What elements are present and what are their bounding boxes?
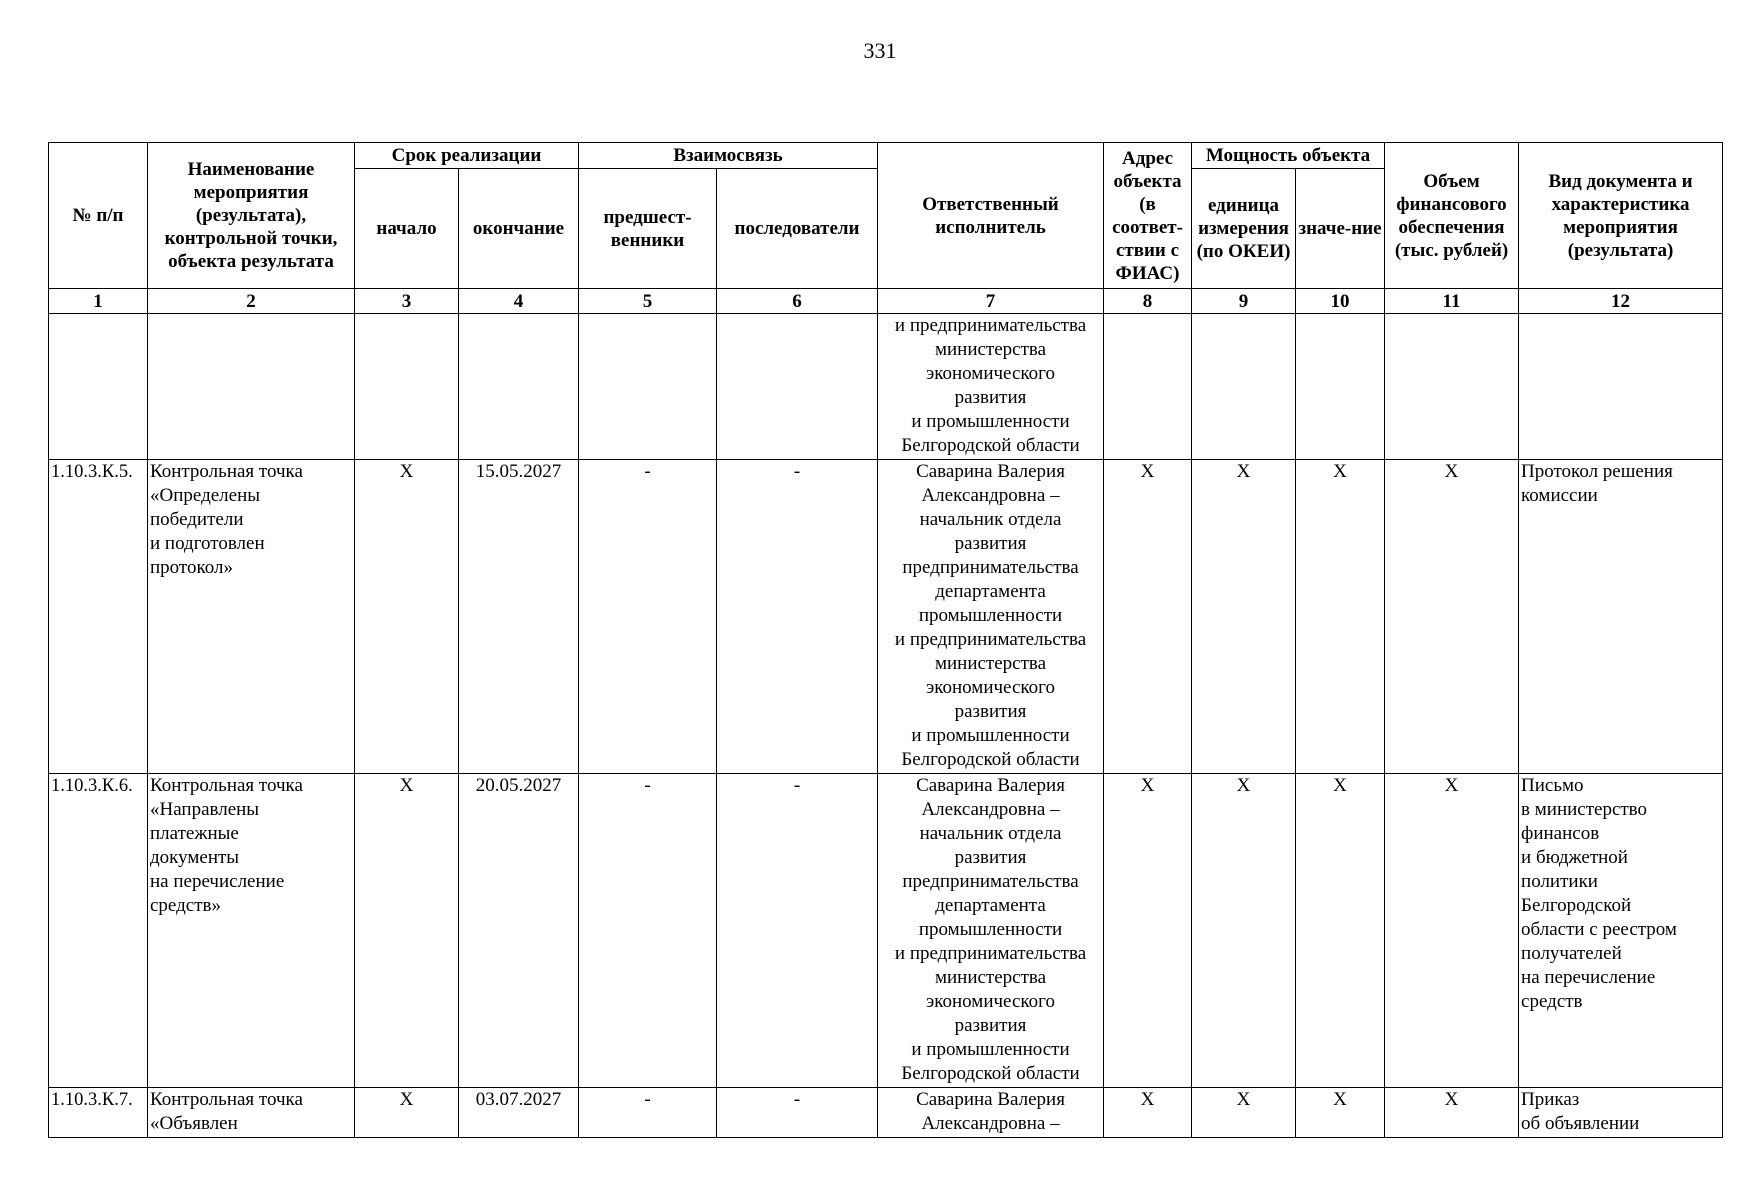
cell-line: и подготовлен bbox=[150, 533, 265, 554]
cell-line: экономического bbox=[926, 991, 1055, 1012]
row-end bbox=[459, 314, 579, 460]
cell-line: в министерство bbox=[1521, 799, 1648, 820]
column-number: 2 bbox=[148, 289, 355, 314]
header-unit: единица измерения (по ОКЕИ) bbox=[1192, 169, 1296, 289]
cell-line: победители bbox=[150, 509, 244, 530]
cell-line: предпринимательства bbox=[902, 871, 1079, 892]
table-row bbox=[49, 774, 1723, 1088]
cell-line: и предпринимательства bbox=[894, 629, 1087, 650]
row-unit: Х bbox=[1192, 460, 1296, 774]
cell-line: получателей bbox=[1521, 943, 1622, 964]
cell-line: и промышленности bbox=[911, 411, 1070, 432]
row-start: Х bbox=[355, 460, 459, 774]
page-number: 331 bbox=[863, 38, 897, 63]
column-number: 6 bbox=[717, 289, 878, 314]
cell-line: Контрольная точка bbox=[150, 461, 303, 482]
cell-line: Письмо bbox=[1521, 775, 1584, 796]
header-num: № п/п bbox=[49, 143, 148, 289]
cell-line: предпринимательства bbox=[902, 557, 1079, 578]
cell-line: развития bbox=[954, 701, 1027, 722]
row-id bbox=[49, 314, 148, 460]
cell-line: промышленности bbox=[918, 605, 1063, 626]
row-value: Х bbox=[1296, 774, 1385, 1088]
column-number: 5 bbox=[579, 289, 717, 314]
cell-line: об объявлении bbox=[1521, 1113, 1640, 1134]
row-name bbox=[148, 1088, 355, 1138]
row-end: 15.05.2027 bbox=[459, 460, 579, 774]
cell-line: Саварина Валерия bbox=[916, 461, 1065, 482]
cell-line: Приказ bbox=[1521, 1089, 1580, 1110]
cell-line: и бюджетной bbox=[1521, 847, 1628, 868]
cell-line: «Объявлен bbox=[150, 1113, 238, 1134]
header-address: Адрес объекта (в соответ-ствии с ФИАС) bbox=[1104, 143, 1192, 289]
cell-line: на перечисление bbox=[1521, 967, 1656, 988]
table-body bbox=[49, 314, 1723, 1138]
row-predecessors: - bbox=[579, 1088, 717, 1138]
cell-line: на перечисление bbox=[150, 871, 285, 892]
row-successors: - bbox=[717, 460, 878, 774]
table-row bbox=[49, 1088, 1723, 1138]
cell-line: министерства bbox=[934, 339, 1047, 360]
row-start: Х bbox=[355, 1088, 459, 1138]
row-end: 20.05.2027 bbox=[459, 774, 579, 1088]
row-name bbox=[148, 314, 355, 460]
cell-line: Александровна – bbox=[921, 485, 1060, 506]
header-predecessors: предшест-венники bbox=[579, 169, 717, 289]
row-predecessors: - bbox=[579, 460, 717, 774]
cell-line: Саварина Валерия bbox=[916, 775, 1065, 796]
row-value: Х bbox=[1296, 460, 1385, 774]
cell-line: «Определены bbox=[150, 485, 261, 506]
cell-line: Протокол решения bbox=[1521, 461, 1673, 482]
row-address bbox=[1104, 314, 1192, 460]
row-executor bbox=[878, 774, 1104, 1088]
header-value: значе-ние bbox=[1296, 169, 1385, 289]
column-number: 9 bbox=[1192, 289, 1296, 314]
cell-line: комиссии bbox=[1521, 485, 1598, 506]
cell-line: Контрольная точка bbox=[150, 775, 303, 796]
header-term-group: Срок реализации bbox=[355, 143, 579, 169]
table-header bbox=[49, 143, 1723, 314]
header-capacity-group: Мощность объекта bbox=[1192, 143, 1385, 169]
row-finance bbox=[1385, 314, 1519, 460]
row-finance: Х bbox=[1385, 774, 1519, 1088]
row-successors: - bbox=[717, 774, 878, 1088]
row-address: Х bbox=[1104, 1088, 1192, 1138]
cell-line: развития bbox=[954, 387, 1027, 408]
row-finance: Х bbox=[1385, 1088, 1519, 1138]
plan-table bbox=[48, 142, 1723, 1138]
column-number: 12 bbox=[1519, 289, 1723, 314]
cell-line: развития bbox=[954, 1015, 1027, 1036]
row-executor bbox=[878, 460, 1104, 774]
cell-line: начальник отдела bbox=[919, 823, 1062, 844]
cell-line: департамента bbox=[935, 581, 1046, 602]
header-name: Наименование мероприятия (результата), контрольной точки, объекта результата bbox=[148, 143, 355, 289]
cell-line: департамента bbox=[935, 895, 1046, 916]
row-executor bbox=[878, 1088, 1104, 1138]
column-number: 7 bbox=[878, 289, 1104, 314]
row-document bbox=[1519, 460, 1723, 774]
cell-line: промышленности bbox=[918, 919, 1063, 940]
cell-line: области с реестром bbox=[1521, 919, 1677, 940]
row-document bbox=[1519, 314, 1723, 460]
row-name bbox=[148, 460, 355, 774]
column-number: 1 bbox=[49, 289, 148, 314]
cell-line: и предпринимательства bbox=[894, 315, 1087, 336]
table-row bbox=[49, 314, 1723, 460]
row-id: 1.10.3.К.7. bbox=[49, 1088, 148, 1138]
row-executor bbox=[878, 314, 1104, 460]
row-address: Х bbox=[1104, 460, 1192, 774]
column-number: 3 bbox=[355, 289, 459, 314]
row-unit: Х bbox=[1192, 774, 1296, 1088]
cell-line: и предпринимательства bbox=[894, 943, 1087, 964]
row-address: Х bbox=[1104, 774, 1192, 1088]
row-document bbox=[1519, 774, 1723, 1088]
cell-line: финансов bbox=[1521, 823, 1600, 844]
cell-line: развития bbox=[954, 533, 1027, 554]
cell-line: протокол» bbox=[150, 557, 233, 578]
row-start bbox=[355, 314, 459, 460]
cell-line: Белгородской области bbox=[901, 435, 1080, 456]
header-finance: Объем финансового обеспечения (тыс. рублей) bbox=[1385, 143, 1519, 289]
row-unit bbox=[1192, 314, 1296, 460]
header-end: окончание bbox=[459, 169, 579, 289]
row-value: Х bbox=[1296, 1088, 1385, 1138]
column-number: 11 bbox=[1385, 289, 1519, 314]
cell-line: документы bbox=[150, 847, 240, 868]
header-start: начало bbox=[355, 169, 459, 289]
row-predecessors: - bbox=[579, 774, 717, 1088]
row-start: Х bbox=[355, 774, 459, 1088]
cell-line: «Направлены bbox=[150, 799, 260, 820]
cell-line: Белгородской области bbox=[901, 1063, 1080, 1084]
cell-line: средств bbox=[1521, 991, 1583, 1012]
row-end: 03.07.2027 bbox=[459, 1088, 579, 1138]
cell-line: Белгородской bbox=[1521, 895, 1632, 916]
cell-line: Александровна – bbox=[921, 1113, 1060, 1134]
header-successors: последователи bbox=[717, 169, 878, 289]
cell-line: Белгородской области bbox=[901, 749, 1080, 770]
cell-line: Александровна – bbox=[921, 799, 1060, 820]
cell-line: Саварина Валерия bbox=[916, 1089, 1065, 1110]
row-value bbox=[1296, 314, 1385, 460]
row-document bbox=[1519, 1088, 1723, 1138]
row-name bbox=[148, 774, 355, 1088]
column-number-row bbox=[49, 289, 1723, 314]
cell-line: Контрольная точка bbox=[150, 1089, 303, 1110]
cell-line: развития bbox=[954, 847, 1027, 868]
row-unit: Х bbox=[1192, 1088, 1296, 1138]
cell-line: политики bbox=[1521, 871, 1598, 892]
header-link-group: Взаимосвязь bbox=[579, 143, 878, 169]
header-doc: Вид документа и характеристика мероприятия (результата) bbox=[1519, 143, 1723, 289]
row-id: 1.10.3.К.6. bbox=[49, 774, 148, 1088]
row-predecessors bbox=[579, 314, 717, 460]
row-id: 1.10.3.К.5. bbox=[49, 460, 148, 774]
cell-line: министерства bbox=[934, 653, 1047, 674]
cell-line: платежные bbox=[150, 823, 239, 844]
column-number: 8 bbox=[1104, 289, 1192, 314]
row-successors: - bbox=[717, 1088, 878, 1138]
column-number: 4 bbox=[459, 289, 579, 314]
cell-line: министерства bbox=[934, 967, 1047, 988]
column-number: 10 bbox=[1296, 289, 1385, 314]
row-finance: Х bbox=[1385, 460, 1519, 774]
cell-line: начальник отдела bbox=[919, 509, 1062, 530]
cell-line: экономического bbox=[926, 677, 1055, 698]
cell-line: и промышленности bbox=[911, 1039, 1070, 1060]
cell-line: и промышленности bbox=[911, 725, 1070, 746]
cell-line: экономического bbox=[926, 363, 1055, 384]
table-row bbox=[49, 460, 1723, 774]
row-successors bbox=[717, 314, 878, 460]
header-executor: Ответственный исполнитель bbox=[878, 143, 1104, 289]
cell-line: средств» bbox=[150, 895, 221, 916]
